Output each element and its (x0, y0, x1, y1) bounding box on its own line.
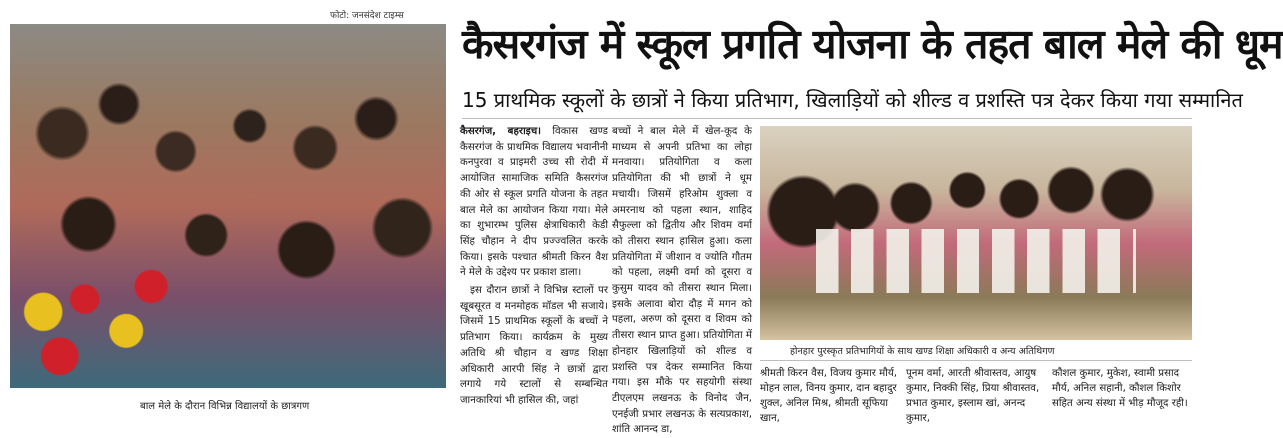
article-column-2: बच्चों ने बाल मेले में खेल-कूद के माध्यम से अपनी प्रतिभा का लोहा मनवाया। प्रतियोगिता व कला प्रतियोगिता की भी छात्रों ने धूम मचायी। जिसमें हरिओम शुक्ला व अमरनाथ को पहला स्थान, शाहिद सैफुल्ला को द्वितीय और शिवम वर्मा को तीसरा स्थान हासिल हुआ। कला प्रतियोगिता में जीशान व ज्योति गौतम को पहला, लक्ष्मी वर्मा को दूसरा व कुसुम यादव को तीसरा स्थान मिला। इसके अलावा बोरा दौड़ में मगन को पहला, अरुण को दूसरा व शिवम को तीसरा स्थान प्राप्त हुआ। प्रतियोगिता में होनहार खिलाड़ियों को शील्ड व प्रशस्ति पत्र देकर सम्मानित किया गया। इस मौके पर सहयोगी संस्था टीएलएम लखनऊ के विनोद जैन, एनईजी प्रभार लखनऊ के सत्यप्रकाश, शांति आनन्द डा, (612, 126, 752, 436)
photo-left-caption: बाल मेले के दौरान विभिन्न विद्यालयों के छात्रगण (140, 401, 310, 412)
photo-credit: फोटो: जनसंदेश टाइम्स (330, 11, 404, 21)
article-column-4: पूनम वर्मा, आरती श्रीवास्तव, आयुष कुमार, निक्की सिंह, प्रिया श्रीवास्तव, प्रभात कुमार, इस्लाम खां, अनन्द कुमार, (906, 368, 1040, 424)
headline: कैसरगंज में स्कूल प्रगति योजना के तहत बाल मेले की धूम (462, 20, 1283, 68)
article-column-1 (460, 124, 608, 416)
article-column-5: कौशल कुमार, मुकेश, स्वामी प्रसाद मौर्य, अनिल सहानी, कौशल किशोर सहित अन्य संस्था में भीड़ मौजूद रही। (1052, 368, 1188, 409)
dateline: कैसरगंज, बहराइच। (460, 126, 542, 137)
award-photo (760, 126, 1192, 340)
photo-right-caption: होनहार पुरस्कृत प्रतिभागियों के साथ खण्ड शिक्षा अधिकारी व अन्य अतिथिगण (790, 346, 1055, 357)
column-1-text-2: इस दौरान छात्रों ने विभिन्न स्टालों पर खूबसूरत व मनमोहक मॉडल भी सजाये। जिसमें 15 प्राथमिक स्कूलों के बच्चों ने प्रतिभाग किया। कार्यक्रम के मुख्य अतिथि श्री चौहान व खण्ड शिक्षा अधिकारी आरपी सिंह ने छात्रों द्वारा लगाये गये स्टालों से सम्बन्धित जानकारियां भी हासिल की, जहां (460, 285, 608, 406)
certificates (816, 229, 1136, 293)
subheadline: 15 प्राथमिक स्कूलों के छात्रों ने किया प्रतिभाग, खिलाड़ियों को शील्ड व प्रशस्ति पत्र देकर किया गया सम्मानित (462, 88, 1243, 112)
column-1-text: विकास खण्ड कैसरगंज के प्राथमिक विद्यालय भवानीनी कनपुरवा व प्राइमरी उच्च सी रोदी में आयोजित सामाजिक समिति कैसरगंज की ओर से स्कूल प्रगति योजना के तहत बाल मेले का आयोजन किया गया। मेले का शुभारम्भ पुलिस क्षेत्राधिकारी केडी सिंह चौहान ने दीप प्रज्ज्वलित करके किया। इसके पश्चात श्रीमती किरन वैश ने मेले के उद्देश्य पर प्रकाश डाला। (460, 126, 608, 279)
flowers-decoration (10, 261, 176, 388)
crowd-photo (10, 24, 446, 388)
article-column-3: श्रीमती किरन वैस, विजय कुमार मौर्य, मोहन लाल, विनय कुमार, दान बहादुर शुक्ल, अनिल मिश्र, श्रीमती सूफिया खान, (760, 368, 898, 424)
caption-rule (760, 360, 1192, 361)
headline-rule (462, 118, 1192, 119)
